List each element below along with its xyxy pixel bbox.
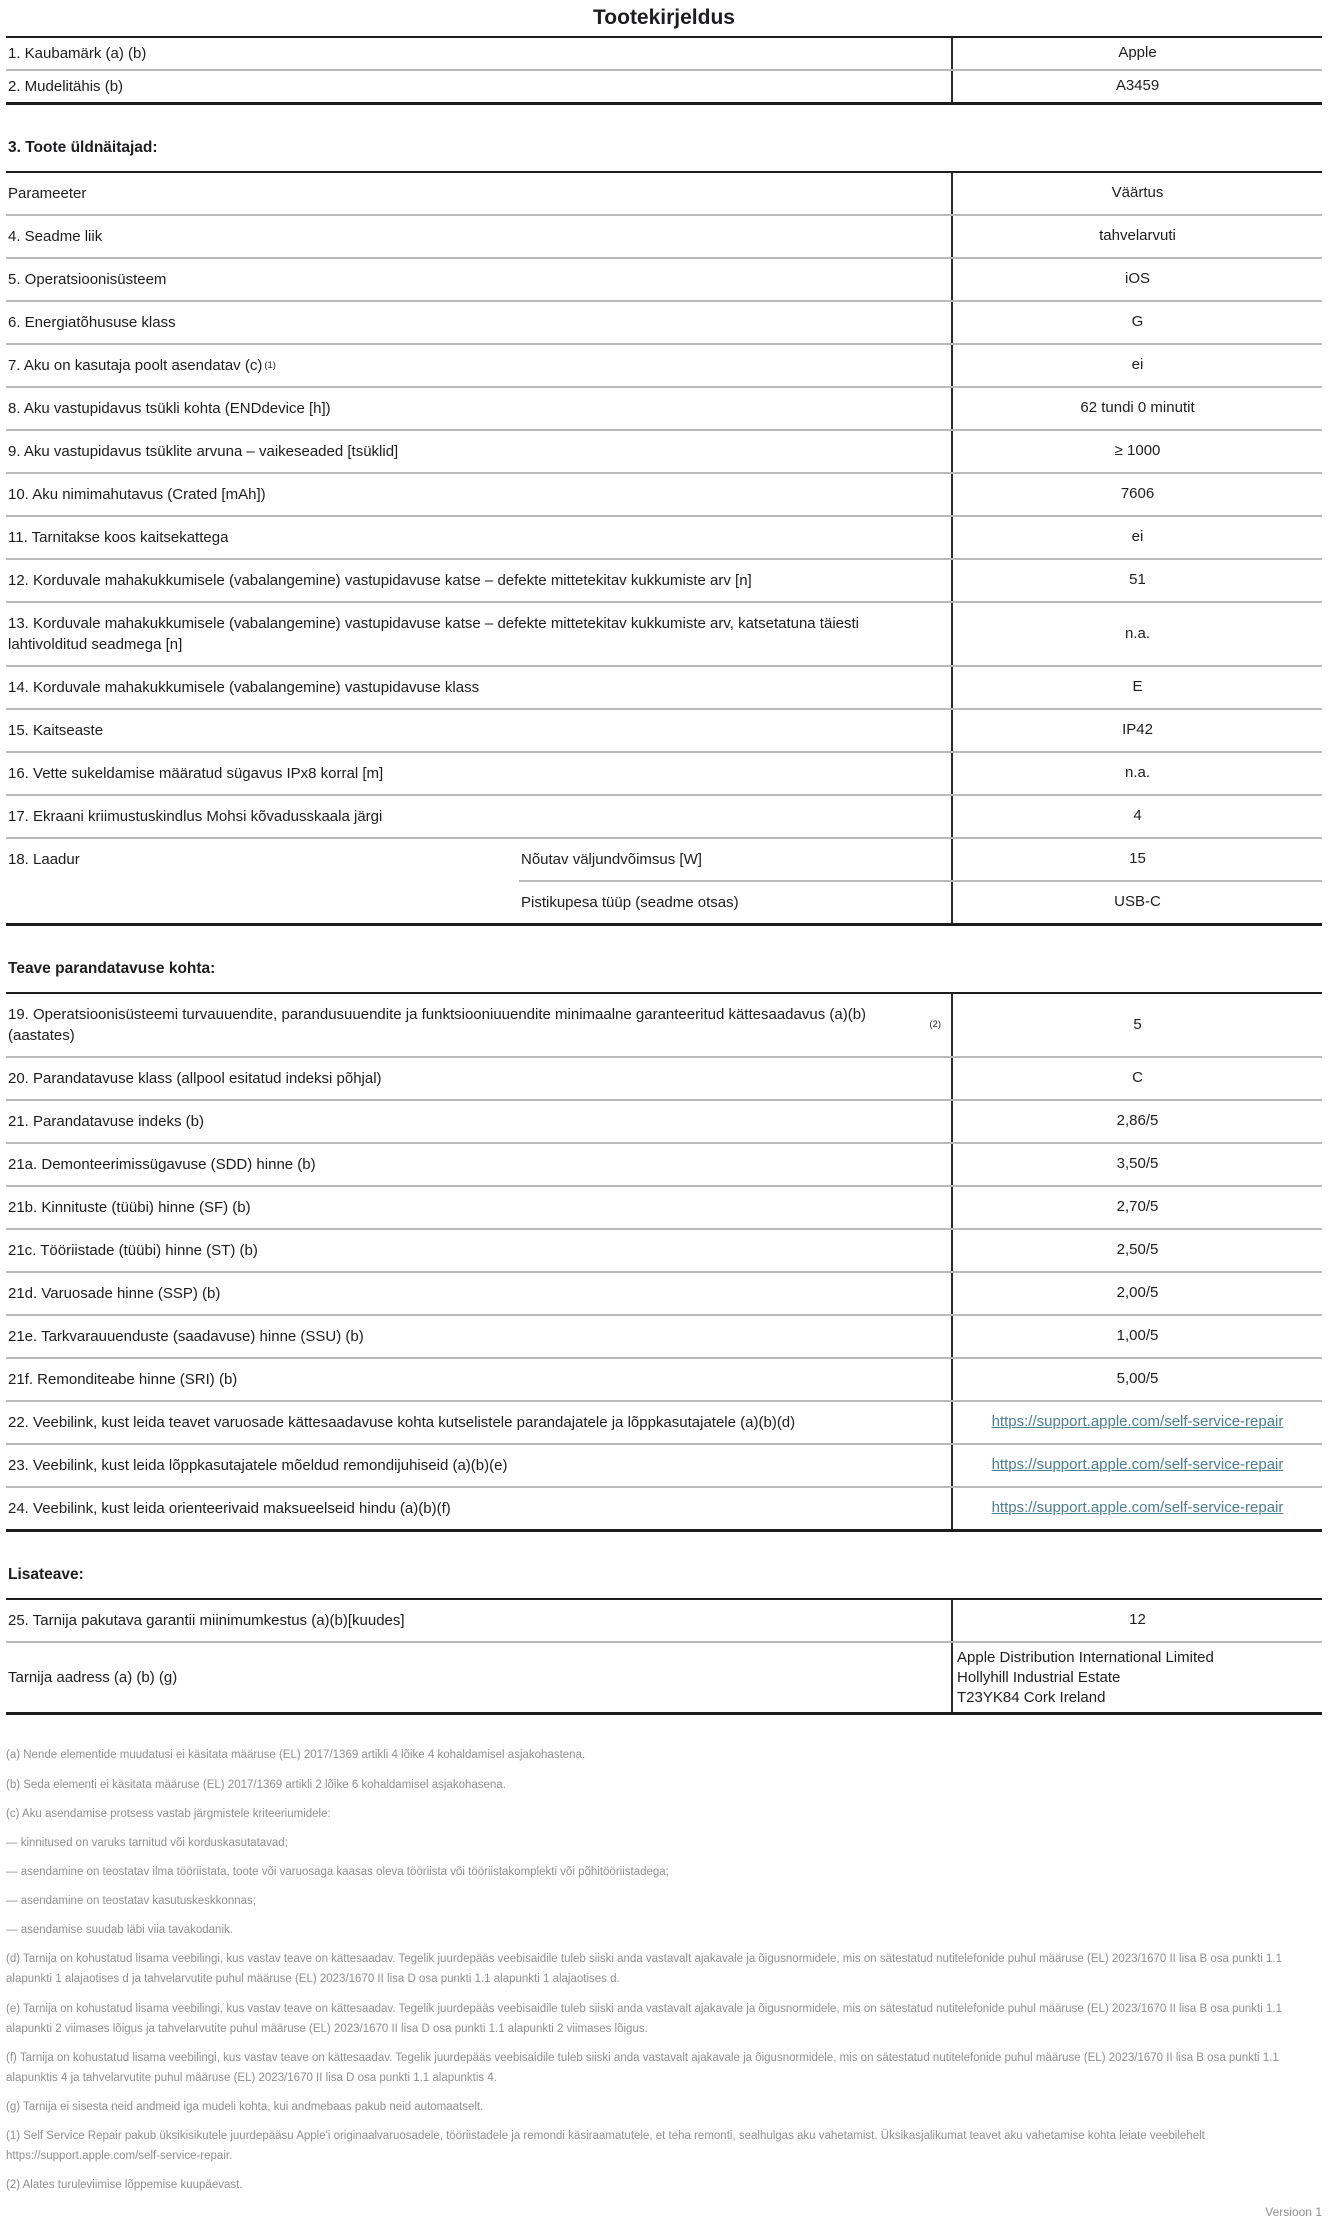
param-value: tahvelarvuti	[951, 216, 1322, 257]
general-table	[6, 171, 1322, 926]
param-label: 9. Aku vastupidavus tsüklite arvuna – vaikeseaded [tsüklid]	[8, 443, 399, 460]
param-value: 1,00/5	[951, 1316, 1322, 1357]
param-value: G	[951, 302, 1322, 343]
version-label: Versioon 1	[1265, 2204, 1322, 2219]
footnote: (2) Alates turuleviimise lõppemise kuupäevast.	[6, 2179, 243, 2192]
sub-param-label: Nõutav väljundvõimsus [W]	[521, 851, 702, 868]
footnote: (e) Tarnija on kohustatud lisama veebilingi, kus vastav teave on kättesaadav. Tegelik juurdepääs veebisaidile tuleb siiski anda vastavalt ajakavale ja õigusnormidele, mis on sätestatud nutitelefonide puhul määruse (EL) 2023/1670 II lisa B osa punkti 1.1 alapunkti 2 viimases lõigus ja tahvelarvutite puhul määruse (EL) 2023/1670 II lisa D osa punkti 1.1 alapunkti 2 viimases lõigus.	[6, 2002, 1282, 2035]
param-value: 2,00/5	[951, 1273, 1322, 1314]
table-row	[6, 665, 1322, 708]
charger-row	[6, 837, 1322, 923]
param-value: 2,70/5	[951, 1187, 1322, 1228]
table-row	[6, 472, 1322, 515]
table-row	[6, 1099, 1322, 1142]
param-label: 8. Aku vastupidavus tsükli kohta (ENDdevice [h])	[8, 400, 331, 417]
address-line: Apple Distribution International Limited	[957, 1649, 1214, 1666]
param-label: 16. Vette sukeldamise määratud sügavus IPx8 korral [m]	[8, 765, 384, 782]
section-heading-general: 3. Toote üldnäitajad:	[8, 139, 158, 156]
param-value: USB-C	[951, 882, 1322, 923]
table-row	[6, 515, 1322, 558]
param-label: 4. Seadme liik	[8, 228, 103, 245]
param-value: n.a.	[951, 603, 1322, 665]
footnote: — kinnitused on varuks tarnitud või korduskasutatavad;	[6, 1836, 288, 1849]
param-label: 25. Tarnija pakutava garantii miinimumkestus (a)(b)[kuudes]	[8, 1612, 405, 1629]
supplier-address-value	[951, 1643, 1322, 1712]
column-header-value: Väärtus	[951, 173, 1322, 214]
pretax-prices-link[interactable]: https://support.apple.com/self-service-repair	[991, 1499, 1284, 1517]
param-label: 23. Veebilink, kust leida lõppkasutajatele mõeldud remondijuhiseid (a)(b)(e)	[8, 1457, 508, 1474]
table-row	[6, 300, 1322, 343]
param-value: A3459	[951, 71, 1322, 102]
param-label: 20. Parandatavuse klass (allpool esitatud indeksi põhjal)	[8, 1070, 382, 1087]
param-value: IP42	[951, 710, 1322, 751]
param-label: 21f. Remonditeabe hinne (SRI) (b)	[8, 1371, 238, 1388]
table-row	[6, 1314, 1322, 1357]
param-value: 7606	[951, 474, 1322, 515]
table-row	[6, 429, 1322, 472]
param-label: 10. Aku nimimahutavus (Crated [mAh])	[8, 486, 266, 503]
table-row	[6, 343, 1322, 386]
footnote: — asendamine on teostatav kasutuskeskkonnas;	[6, 1895, 256, 1908]
additional-info-table	[6, 1598, 1322, 1715]
param-value: E	[951, 667, 1322, 708]
section-heading-additional: Lisateave:	[8, 1566, 84, 1583]
table-row	[6, 601, 1322, 665]
param-value	[951, 1488, 1322, 1529]
param-value: 51	[951, 560, 1322, 601]
table-row	[6, 1271, 1322, 1314]
section-heading-repairability: Teave parandatavuse kohta:	[8, 960, 216, 977]
table-row	[6, 386, 1322, 429]
footnote: — asendamise suudab läbi viia tavakodanik.	[6, 1924, 233, 1937]
table-row	[6, 1486, 1322, 1529]
param-value: C	[951, 1058, 1322, 1099]
param-label: 5. Operatsioonisüsteem	[8, 271, 167, 288]
table-row	[6, 708, 1322, 751]
column-header-parameter: Parameeter	[8, 185, 87, 202]
param-label: 6. Energiatõhususe klass	[8, 314, 176, 331]
sub-param-label: Pistikupesa tüüp (seadme otsas)	[521, 894, 739, 911]
param-label-text: 19. Operatsioonisüsteemi turvauuendite, parandusuuendite ja funktsiooniuuendite minimaalne garanteeritud kättesaadavus (a)(b)(aastates)	[8, 1006, 867, 1044]
table-row	[6, 794, 1322, 837]
footnote: (b) Seda elementi ei käsitata määruse (EL) 2017/1369 artikli 2 lõike 6 kohaldamisel asjakohasena.	[6, 1778, 506, 1791]
footnotes	[6, 1745, 1322, 2195]
param-value: n.a.	[951, 753, 1322, 794]
param-label: 21. Parandatavuse indeks (b)	[8, 1113, 204, 1130]
table-row	[6, 69, 1322, 102]
param-value	[951, 1445, 1322, 1486]
footnote: (d) Tarnija on kohustatud lisama veebilingi, kus vastav teave on kättesaadav. Tegelik juurdepääs veebisaidile tuleb siiski anda vastavalt ajakavale ja õigusnormidele, mis on sätestatud nutitelefonide puhul määruse (EL) 2023/1670 II lisa B osa punkti 1.1 alapunkti 1 alajaotises d ja tahvelarvutite puhul määruse (EL) 2023/1670 II lisa D osa punkti 1.1 alapunkti 1 alajaotises d.	[6, 1953, 1282, 1986]
identification-table	[6, 36, 1322, 105]
param-label: 21c. Tööriistade (tüübi) hinne (ST) (b)	[8, 1242, 258, 1259]
param-label: 17. Ekraani kriimustuskindlus Mohsi kõvadusskaala järgi	[8, 808, 383, 825]
table-row	[6, 1443, 1322, 1486]
param-label: 13. Korduvale mahakukkumisele (vabalangemine) vastupidavuse katse – defekte mittetekitav kukkumiste arv, katsetatuna täiesti lahtivolditud seadmega [n]	[8, 615, 859, 653]
param-value: 4	[951, 796, 1322, 837]
supplier-address-row	[6, 1641, 1322, 1712]
param-value: 2,86/5	[951, 1101, 1322, 1142]
param-label: 22. Veebilink, kust leida teavet varuosade kättesaadavuse kohta kutselistele parandajatele ja lõppkasutajatele (a)(b)(d)	[8, 1414, 796, 1431]
page-title: Tootekirjeldus	[593, 6, 735, 29]
address-line: Hollyhill Industrial Estate	[957, 1668, 1121, 1686]
table-header-row	[6, 173, 1322, 214]
param-value: ei	[951, 517, 1322, 558]
param-label: 18. Laadur	[8, 851, 80, 868]
footnote: — asendamine on teostatav ilma tööriistata, toote või varuosaga kaasas oleva tööriista või tööriistakomplekti või põhitööriistadega;	[6, 1865, 669, 1878]
param-value: 2,50/5	[951, 1230, 1322, 1271]
param-label: Tarnija aadress (a) (b) (g)	[8, 1669, 178, 1687]
param-value: 5	[951, 994, 1322, 1056]
param-label: 14. Korduvale mahakukkumisele (vabalangemine) vastupidavuse klass	[8, 679, 480, 696]
table-row	[6, 214, 1322, 257]
param-label: 1. Kaubamärk (a) (b)	[8, 45, 147, 62]
table-row	[6, 1056, 1322, 1099]
footnote: (f) Tarnija on kohustatud lisama veebilingi, kus vastav teave on kättesaadav. Tegelik juurdepääs veebisaidile tuleb siiski anda vastavalt ajakavale ja õigusnormidele, mis on sätestatud nutitelefonide puhul määruse (EL) 2023/1670 II lisa B osa punkti 1.1 alapunktis 4 ja tahvelarvutite puhul määruse (EL) 2023/1670 II lisa D osa punkti 1.1 alapunktis 4.	[6, 2051, 1279, 2084]
param-label: 21a. Demonteerimissügavuse (SDD) hinne (b)	[8, 1156, 316, 1173]
address-line: T23YK84 Cork Ireland	[957, 1688, 1106, 1706]
param-label: 11. Tarnitakse koos kaitsekattega	[8, 529, 229, 546]
param-label: 21b. Kinnituste (tüübi) hinne (SF) (b)	[8, 1199, 251, 1216]
param-label: 15. Kaitseaste	[8, 722, 104, 739]
param-label: 2. Mudelitähis (b)	[8, 78, 124, 95]
table-row	[6, 1357, 1322, 1400]
param-value: 5,00/5	[951, 1359, 1322, 1400]
param-label: 21d. Varuosade hinne (SSP) (b)	[8, 1285, 221, 1302]
table-row	[6, 558, 1322, 601]
param-value: Apple	[951, 38, 1322, 69]
table-row	[6, 257, 1322, 300]
table-row	[6, 994, 1322, 1056]
param-label: 24. Veebilink, kust leida orienteerivaid maksueelseid hindu (a)(b)(f)	[8, 1500, 451, 1517]
param-value: 15	[951, 839, 1322, 880]
spare-parts-availability-link[interactable]: https://support.apple.com/self-service-repair	[991, 1413, 1284, 1431]
param-value: 12	[951, 1600, 1322, 1641]
table-row	[6, 1228, 1322, 1271]
repair-instructions-link[interactable]: https://support.apple.com/self-service-repair	[991, 1456, 1284, 1474]
param-value: ei	[951, 345, 1322, 386]
table-row	[6, 1600, 1322, 1641]
footnote: (a) Nende elementide muudatusi ei käsitata määruse (EL) 2017/1369 artikli 4 lõike 4 kohaldamisel asjakohastena.	[6, 1749, 586, 1762]
footnote: (1) Self Service Repair pakub üksikisikutele juurdepääsu Apple'i originaalvaruosadele, tööriistadele ja remondi käsiraamatutele, et teha remonti, sealhulgas aku vahetamist. Üksikasjalikumat teavet aku vahetamise kohta leiate veebilehelt https://support.apple.com/self-service-repair.	[6, 2130, 1205, 2163]
param-label: 12. Korduvale mahakukkumisele (vabalangemine) vastupidavuse katse – defekte mittetekitav kukkumiste arv [n]	[8, 572, 752, 589]
param-label: 21e. Tarkvarauuenduste (saadavuse) hinne (SSU) (b)	[8, 1328, 364, 1345]
footnote: (c) Aku asendamise protsess vastab järgmistele kriteeriumidele:	[6, 1807, 331, 1820]
table-row	[6, 751, 1322, 794]
param-label: 7. Aku on kasutaja poolt asendatav (c) (1)	[8, 357, 276, 374]
param-value: iOS	[951, 259, 1322, 300]
param-value: ≥ 1000	[951, 431, 1322, 472]
table-row	[6, 38, 1322, 69]
table-row	[6, 1142, 1322, 1185]
param-label-text: 7. Aku on kasutaja poolt asendatav (c)	[8, 357, 263, 374]
param-label: 19. Operatsioonisüsteemi turvauuendite, parandusuuendite ja funktsiooniuuendite minimaalne garanteeritud kättesaadavus (a)(b)(aastates) (2)	[8, 1006, 941, 1044]
table-row	[519, 839, 1322, 880]
param-value: 3,50/5	[951, 1144, 1322, 1185]
repairability-table	[6, 992, 1322, 1532]
param-value: 62 tundi 0 minutit	[951, 388, 1322, 429]
table-row	[519, 880, 1322, 923]
table-row	[6, 1185, 1322, 1228]
table-row	[6, 1400, 1322, 1443]
footnote: (g) Tarnija ei sisesta neid andmeid iga mudeli kohta, kui andmebaas pakub neid automaatselt.	[6, 2101, 484, 2114]
charger-sub-table	[519, 839, 1322, 923]
param-value	[951, 1402, 1322, 1443]
